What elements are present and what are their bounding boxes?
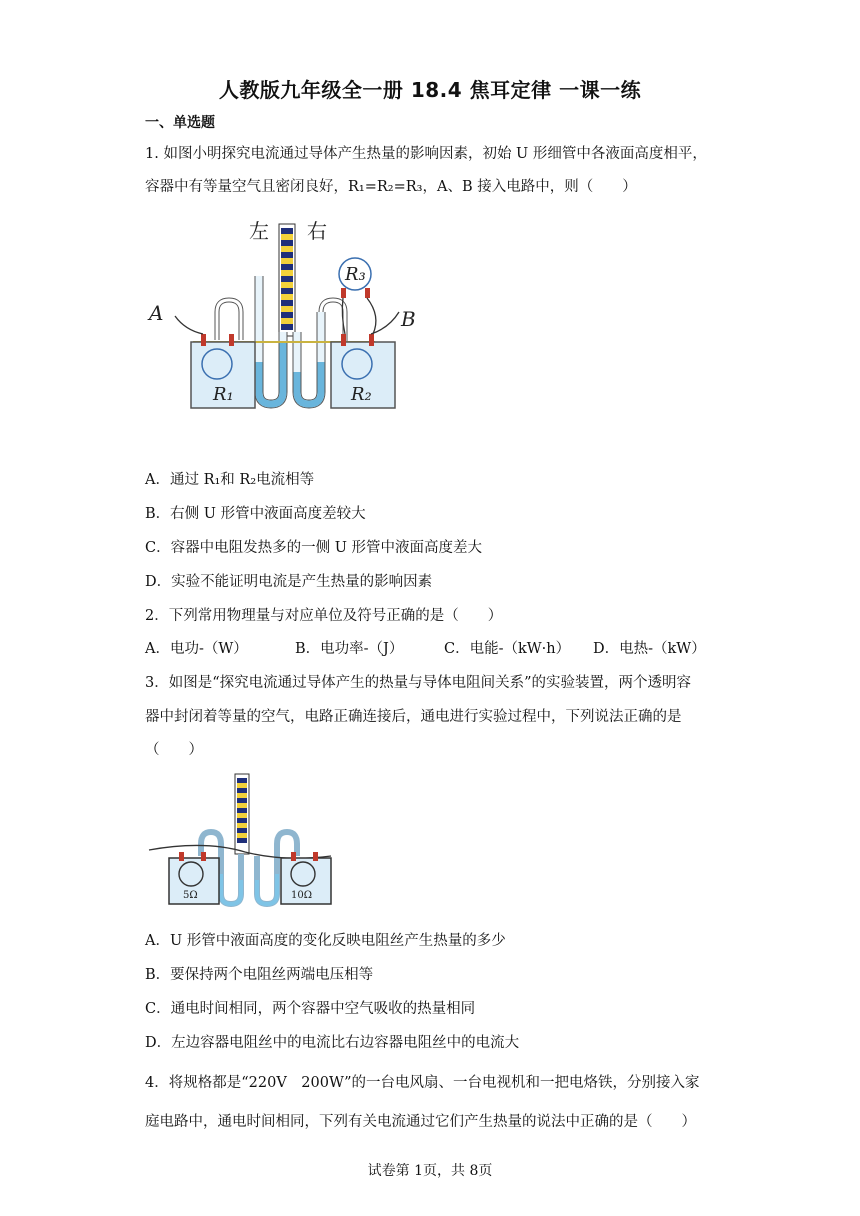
label-left: 左: [249, 219, 269, 243]
q2-stem: 2．下列常用物理量与对应单位及符号正确的是（ ）: [145, 608, 503, 624]
q4-stem-line2: 庭电路中，通电时间相同，下列有关电流通过它们产生热量的说法中正确的是（ ）: [145, 1114, 696, 1130]
label-5ohm: 5Ω: [183, 890, 198, 901]
label-r2: R₂: [351, 384, 372, 405]
q1-option-c: C．容器中电阻发热多的一侧 U 形管中液面高度差大: [145, 540, 483, 556]
label-right: 右: [307, 219, 327, 243]
section-heading: 一、单选题: [145, 115, 215, 131]
q3-stem-line2: 器中封闭着等量的空气，电路正确连接后，通电进行实验过程中，下列说法正确的是: [145, 709, 682, 725]
page-title: 人教版九年级全一册 18.4 焦耳定律 一课一练: [218, 78, 642, 102]
label-r1: R₁: [213, 384, 234, 405]
label-a: A: [149, 301, 164, 325]
q2-option-a: A．电功-（W）: [145, 641, 248, 657]
q1-option-b: B．右侧 U 形管中液面高度差较大: [145, 506, 366, 522]
q3-option-b: B．要保持两个电阻丝两端电压相等: [145, 967, 374, 983]
q2-option-c: C．电能-（kW·h）: [444, 641, 571, 657]
label-b: B: [401, 307, 416, 331]
q1-figure: [145, 212, 435, 412]
q3-stem-line1: 3．如图是“探究电流通过导体产生的热量与导体电阻间关系”的实验装置，两个透明容: [145, 675, 692, 691]
label-10ohm: 10Ω: [291, 890, 313, 901]
q3-figure: [145, 770, 335, 910]
q2-option-d: D．电热-（kW）: [593, 641, 706, 657]
q3-stem-line3: （ ）: [145, 742, 203, 758]
q3-option-d: D．左边容器电阻丝中的电流比右边容器电阻丝中的电流大: [145, 1035, 520, 1051]
q3-option-a: A．U 形管中液面高度的变化反映电阻丝产生热量的多少: [145, 933, 506, 949]
label-r3: R₃: [345, 264, 366, 285]
q1-stem-line1: 1. 如图小明探究电流通过导体产生热量的影响因素，初始 U 形细管中各液面高度相平，: [145, 146, 707, 162]
q1-option-d: D．实验不能证明电流是产生热量的影响因素: [145, 574, 433, 590]
q1-option-a: A．通过 R₁和 R₂电流相等: [145, 472, 315, 488]
q2-option-b: B．电功率-（J）: [295, 641, 404, 657]
q1-stem-line2: 容器中有等量空气且密闭良好，R₁=R₂=R₃，A、B 接入电路中，则（ ）: [145, 179, 637, 195]
q3-option-c: C．通电时间相同，两个容器中空气吸收的热量相同: [145, 1001, 476, 1017]
page-footer: 试卷第 1页，共 8页: [367, 1163, 493, 1179]
q4-stem-line1: 4．将规格都是“220V 200W”的一台电风扇、一台电视机和一把电烙铁，分别接入家: [145, 1075, 700, 1091]
